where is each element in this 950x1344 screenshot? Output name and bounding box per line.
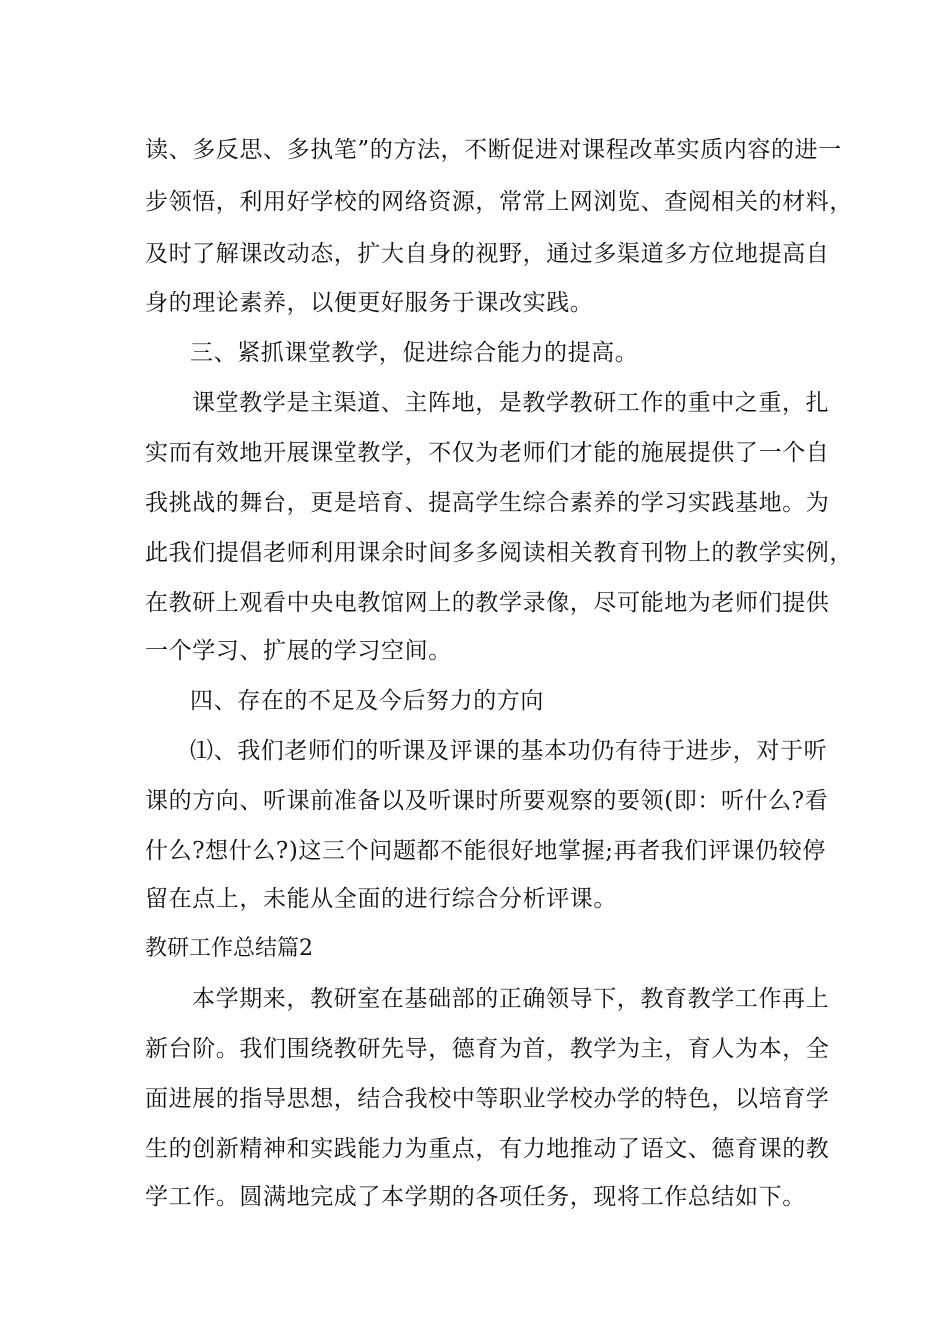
paragraph-line: 面进展的指导思想，结合我校中等职业学校办学的特色，以培育学 [145,1086,830,1112]
section-heading-3: 三、紧抓课堂教学，促进综合能力的提高。 [190,340,639,366]
paragraph-line: 读、多反思、多执笔”的方法，不断促进对课程改革实质内容的进一 [145,137,842,163]
paragraph-line: 留在点上，未能从全面的进行综合分析评课。 [145,886,617,912]
paragraph-line: 步领悟，利用好学校的网络资源，常常上网浏览、查阅相关的材料， [145,189,853,215]
paragraph-line: 在教研上观看中央电教馆网上的教学录像，尽可能地为老师们提供 [145,590,830,616]
paragraph-line: 此我们提倡老师利用课余时间多多阅读相关教育刊物上的教学实例， [145,540,853,566]
paragraph-line: 什么?想什么?)这三个问题都不能很好地掌握;再者我们评课仍较停 [145,838,826,864]
paragraph-line: ⑴、我们老师们的听课及评课的基本功仍有待于进步，对于听 [190,738,828,764]
paragraph-line: 生的创新精神和实践能力为重点，有力地推动了语文、德育课的教 [145,1136,830,1162]
paragraph-line: 学工作。圆满地完成了本学期的各项任务，现将工作总结如下。 [145,1184,806,1210]
article-title: 教研工作总结篇2 [145,936,313,961]
paragraph-line: 本学期来，教研室在基础部的正确领导下，教育教学工作再上 [192,986,830,1012]
paragraph-line: 及时了解课改动态，扩大自身的视野，通过多渠道多方位地提高自 [145,241,830,267]
section-heading-4: 四、存在的不足及今后努力的方向 [190,688,544,714]
paragraph-line: 实而有效地开展课堂教学，不仅为老师们才能的施展提供了一个自 [145,440,830,466]
paragraph-line: 课堂教学是主渠道、主阵地，是教学教研工作的重中之重，扎 [192,390,830,416]
paragraph-line: 身的理论素养，以便更好服务于课改实践。 [145,290,594,316]
paragraph-line: 我挑战的舞台，更是培育、提高学生综合素养的学习实践基地。为 [145,490,830,516]
paragraph-line: 一个学习、扩展的学习空间。 [145,638,452,664]
paragraph-line: 新台阶。我们围绕教研先导，德育为首，教学为主，育人为本，全 [145,1036,830,1062]
paragraph-line: 课的方向、听课前准备以及听课时所要观察的要领(即：听什么?看 [145,788,829,814]
